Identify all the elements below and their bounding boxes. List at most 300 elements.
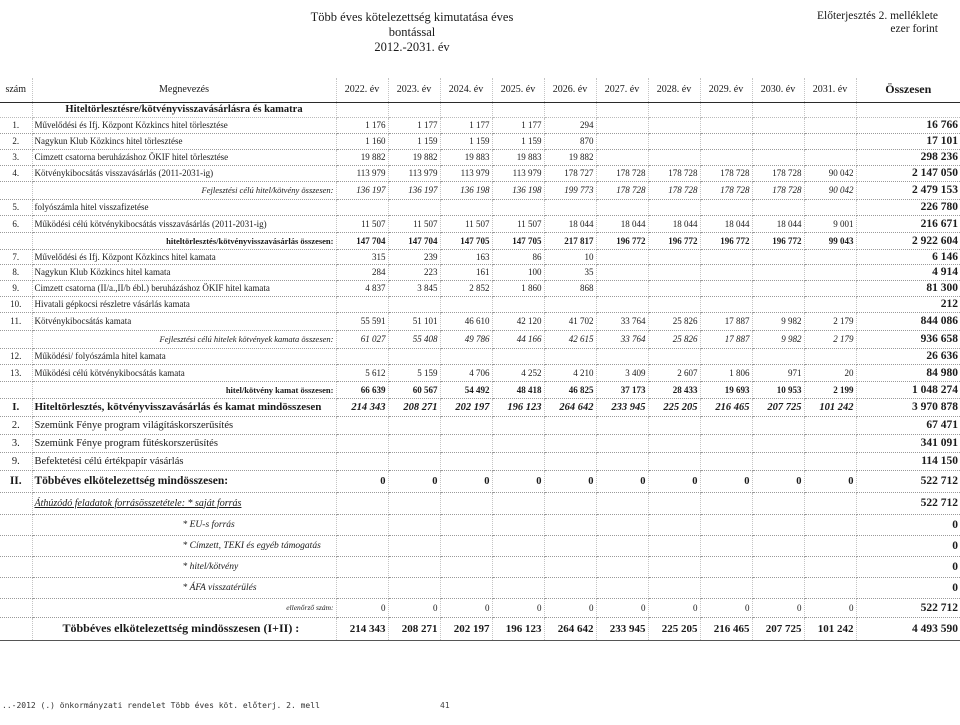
year-value-cell	[492, 577, 544, 598]
year-value-cell	[648, 280, 700, 296]
year-value-cell: 66 639	[336, 381, 388, 398]
year-value-cell: 37 173	[596, 381, 648, 398]
year-value-cell: 42 120	[492, 312, 544, 330]
year-value-cell: 44 166	[492, 330, 544, 348]
year-value-cell: 136 197	[336, 181, 388, 199]
year-value-cell: 1 177	[440, 117, 492, 133]
row-label: Nagykun Klub Közkincs hitel kamata	[32, 264, 336, 280]
year-value-cell: 1 159	[388, 133, 440, 149]
year-value-cell	[804, 117, 856, 133]
year-value-cell	[596, 348, 648, 364]
year-value-cell	[804, 556, 856, 577]
commitment-table	[0, 78, 960, 641]
row-index: 1.	[0, 117, 32, 133]
year-value-cell	[388, 535, 440, 556]
year-value-cell	[440, 296, 492, 312]
year-value-cell: 178 728	[752, 181, 804, 199]
table-row	[0, 296, 960, 312]
year-value-cell: 46 825	[544, 381, 596, 398]
year-value-cell: 60 567	[388, 381, 440, 398]
year-value-cell: 214 343	[336, 617, 388, 640]
title-line: 2012.-2031. év	[374, 40, 450, 54]
year-value-cell: 233 945	[596, 398, 648, 416]
year-value-cell	[596, 434, 648, 452]
year-value-cell: 86	[492, 249, 544, 264]
year-value-cell: 55 408	[388, 330, 440, 348]
row-label: Nagykun Klub Közkincs hitel törlesztése	[32, 133, 336, 149]
row-total-cell: 522 712	[856, 470, 960, 492]
column-header: 2029. év	[700, 78, 752, 102]
table-row	[0, 470, 960, 492]
year-value-cell: 971	[752, 364, 804, 381]
year-value-cell: 11 507	[440, 215, 492, 232]
year-value-cell: 113 979	[492, 165, 544, 181]
year-value-cell	[336, 535, 388, 556]
year-value-cell	[544, 514, 596, 535]
year-value-cell: 294	[544, 117, 596, 133]
table-row	[0, 416, 960, 434]
year-value-cell	[492, 535, 544, 556]
year-value-cell	[596, 264, 648, 280]
table-row	[0, 117, 960, 133]
year-value-cell: 113 979	[388, 165, 440, 181]
table-row	[0, 398, 960, 416]
row-label: Hivatali gépkocsi részletre vásárlás kamata	[32, 296, 336, 312]
table-row	[0, 348, 960, 364]
year-value-cell: 0	[648, 470, 700, 492]
year-value-cell: 2 179	[804, 312, 856, 330]
column-header: 2030. év	[752, 78, 804, 102]
year-value-cell	[492, 102, 544, 117]
footer-file-reference: ..-2012 (.) önkormányzati rendelet Több éves köt. előterj. 2. mell	[2, 701, 320, 710]
year-value-cell	[388, 514, 440, 535]
year-value-cell: 147 705	[492, 232, 544, 249]
year-value-cell: 0	[752, 470, 804, 492]
row-total-cell: 67 471	[856, 416, 960, 434]
year-value-cell: 868	[544, 280, 596, 296]
year-value-cell	[648, 296, 700, 312]
year-value-cell: 17 887	[700, 312, 752, 330]
row-total-cell: 522 712	[856, 492, 960, 514]
column-header: 2026. év	[544, 78, 596, 102]
row-label: Művelődési és Ifj. Központ Közkincs hitel törlesztése	[32, 117, 336, 133]
year-value-cell	[804, 434, 856, 452]
table-row	[0, 102, 960, 117]
row-index	[0, 181, 32, 199]
year-value-cell	[804, 452, 856, 470]
row-label: Többéves elkötelezettség mindösszesen (I+II) :	[32, 617, 336, 640]
year-value-cell: 1 177	[492, 117, 544, 133]
year-value-cell: 223	[388, 264, 440, 280]
row-total-cell: 2 147 050	[856, 165, 960, 181]
year-value-cell: 196 123	[492, 617, 544, 640]
year-value-cell: 99 043	[804, 232, 856, 249]
year-value-cell: 11 507	[336, 215, 388, 232]
column-header: 2027. év	[596, 78, 648, 102]
table-row	[0, 199, 960, 215]
year-value-cell	[700, 117, 752, 133]
year-value-cell	[440, 102, 492, 117]
row-index: 2.	[0, 133, 32, 149]
column-header: Megnevezés	[32, 78, 336, 102]
row-label: * Címzett, TEKI és egyéb támogatás	[32, 535, 336, 556]
row-total-cell: 522 712	[856, 598, 960, 617]
year-value-cell	[596, 117, 648, 133]
year-value-cell: 199 773	[544, 181, 596, 199]
year-value-cell	[492, 348, 544, 364]
year-value-cell: 46 610	[440, 312, 492, 330]
table-row	[0, 577, 960, 598]
year-value-cell	[440, 434, 492, 452]
annex-reference: Előterjesztés 2. melléklete	[816, 10, 938, 22]
table-row	[0, 249, 960, 264]
year-value-cell: 178 728	[752, 165, 804, 181]
row-total-cell: 212	[856, 296, 960, 312]
table-row	[0, 312, 960, 330]
year-value-cell	[544, 452, 596, 470]
year-value-cell	[596, 149, 648, 165]
table-row	[0, 133, 960, 149]
year-value-cell: 5 159	[388, 364, 440, 381]
year-value-cell: 0	[700, 598, 752, 617]
row-label: Kötvénykibocsátás kamata	[32, 312, 336, 330]
year-value-cell: 2 179	[804, 330, 856, 348]
row-index: 2.	[0, 416, 32, 434]
year-value-cell: 9 982	[752, 330, 804, 348]
row-label: Kötvénykibocsátás visszavásárlás (2011-2031-ig)	[32, 165, 336, 181]
year-value-cell	[804, 514, 856, 535]
column-header: 2023. év	[388, 78, 440, 102]
table-row	[0, 514, 960, 535]
year-value-cell: 207 725	[752, 617, 804, 640]
year-value-cell: 214 343	[336, 398, 388, 416]
row-total-cell: 81 300	[856, 280, 960, 296]
year-value-cell: 28 433	[648, 381, 700, 398]
year-value-cell	[804, 348, 856, 364]
year-value-cell	[648, 416, 700, 434]
year-value-cell: 196 123	[492, 398, 544, 416]
column-header: 2031. év	[804, 78, 856, 102]
year-value-cell: 1 806	[700, 364, 752, 381]
row-index	[0, 535, 32, 556]
year-value-cell	[440, 416, 492, 434]
year-value-cell: 208 271	[388, 398, 440, 416]
year-value-cell: 163	[440, 249, 492, 264]
year-value-cell	[700, 434, 752, 452]
year-value-cell	[336, 556, 388, 577]
year-value-cell: 178 727	[544, 165, 596, 181]
year-value-cell: 0	[596, 598, 648, 617]
year-value-cell: 0	[804, 470, 856, 492]
year-value-cell	[700, 416, 752, 434]
year-value-cell: 1 160	[336, 133, 388, 149]
year-value-cell	[648, 452, 700, 470]
year-value-cell	[388, 102, 440, 117]
year-value-cell	[492, 452, 544, 470]
row-index: 5.	[0, 199, 32, 215]
year-value-cell	[440, 556, 492, 577]
year-value-cell: 11 507	[388, 215, 440, 232]
year-value-cell	[596, 416, 648, 434]
year-value-cell	[388, 296, 440, 312]
year-value-cell	[544, 348, 596, 364]
row-label: hitel/kötvény kamat összesen:	[32, 381, 336, 398]
row-total-cell: 17 101	[856, 133, 960, 149]
year-value-cell	[804, 577, 856, 598]
column-header: 2022. év	[336, 78, 388, 102]
row-index: 10.	[0, 296, 32, 312]
year-value-cell	[752, 199, 804, 215]
unit-label: ezer forint	[890, 23, 938, 35]
table-row	[0, 381, 960, 398]
year-value-cell	[440, 199, 492, 215]
year-value-cell: 216 465	[700, 617, 752, 640]
year-value-cell	[648, 492, 700, 514]
year-value-cell	[700, 296, 752, 312]
year-value-cell	[336, 452, 388, 470]
year-value-cell: 18 044	[544, 215, 596, 232]
year-value-cell	[596, 492, 648, 514]
year-value-cell	[336, 199, 388, 215]
column-header: 2028. év	[648, 78, 700, 102]
year-value-cell: 178 728	[700, 181, 752, 199]
year-value-cell	[648, 117, 700, 133]
year-value-cell: 178 728	[648, 165, 700, 181]
year-value-cell	[700, 249, 752, 264]
year-value-cell: 1 159	[440, 133, 492, 149]
table-row	[0, 556, 960, 577]
document-title	[232, 10, 592, 55]
year-value-cell: 9 982	[752, 312, 804, 330]
row-label: Szemünk Fénye program fűtéskorszerűsítés	[32, 434, 336, 452]
year-value-cell: 0	[492, 598, 544, 617]
row-label: Cimzett csatorna beruházáshoz ÖKIF hitel törlesztése	[32, 149, 336, 165]
year-value-cell	[544, 556, 596, 577]
year-value-cell	[544, 492, 596, 514]
year-value-cell: 0	[700, 470, 752, 492]
year-value-cell	[596, 249, 648, 264]
table-row	[0, 535, 960, 556]
row-total-cell: 216 671	[856, 215, 960, 232]
year-value-cell	[752, 514, 804, 535]
row-label: Befektetési célú értékpapír vásárlás	[32, 452, 336, 470]
table-row	[0, 452, 960, 470]
row-index: 8.	[0, 264, 32, 280]
year-value-cell	[492, 434, 544, 452]
row-index: 6.	[0, 215, 32, 232]
year-value-cell	[804, 492, 856, 514]
row-index	[0, 556, 32, 577]
year-value-cell: 1 860	[492, 280, 544, 296]
year-value-cell	[336, 348, 388, 364]
year-value-cell	[648, 535, 700, 556]
column-header: Összesen	[856, 78, 960, 102]
year-value-cell: 178 728	[596, 165, 648, 181]
row-index	[0, 514, 32, 535]
year-value-cell	[492, 296, 544, 312]
year-value-cell	[752, 348, 804, 364]
year-value-cell	[648, 133, 700, 149]
row-label: Szemünk Fénye program világításkorszerűsítés	[32, 416, 336, 434]
year-value-cell	[752, 280, 804, 296]
row-label: Fejlesztési célú hitel/kötvény összesen:	[32, 181, 336, 199]
year-value-cell	[804, 535, 856, 556]
year-value-cell	[804, 264, 856, 280]
year-value-cell	[700, 556, 752, 577]
year-value-cell: 0	[544, 598, 596, 617]
year-value-cell: 42 615	[544, 330, 596, 348]
year-value-cell	[596, 102, 648, 117]
row-label: Hiteltörlesztésre/kötvényvisszavásárlásra és kamatra	[32, 102, 336, 117]
year-value-cell	[700, 133, 752, 149]
year-value-cell	[700, 452, 752, 470]
table-row	[0, 364, 960, 381]
year-value-cell: 161	[440, 264, 492, 280]
row-label: * ÁFA visszatérülés	[32, 577, 336, 598]
year-value-cell	[336, 514, 388, 535]
year-value-cell: 202 197	[440, 398, 492, 416]
table-row	[0, 264, 960, 280]
year-value-cell: 208 271	[388, 617, 440, 640]
year-value-cell: 41 702	[544, 312, 596, 330]
year-value-cell	[648, 249, 700, 264]
year-value-cell	[440, 348, 492, 364]
year-value-cell	[700, 492, 752, 514]
year-value-cell	[492, 416, 544, 434]
row-label: Hiteltörlesztés, kötvényvisszavásárlás és kamat mindösszesen	[32, 398, 336, 416]
year-value-cell: 4 706	[440, 364, 492, 381]
year-value-cell	[700, 514, 752, 535]
row-total-cell: 3 970 878	[856, 398, 960, 416]
row-index: 7.	[0, 249, 32, 264]
column-header: szám	[0, 78, 32, 102]
year-value-cell	[544, 577, 596, 598]
year-value-cell: 49 786	[440, 330, 492, 348]
year-value-cell	[804, 249, 856, 264]
year-value-cell: 284	[336, 264, 388, 280]
year-value-cell	[752, 535, 804, 556]
year-value-cell: 264 642	[544, 398, 596, 416]
year-value-cell	[336, 416, 388, 434]
year-value-cell	[700, 149, 752, 165]
year-value-cell: 2 607	[648, 364, 700, 381]
row-index	[0, 617, 32, 640]
row-total-cell: 226 780	[856, 199, 960, 215]
year-value-cell: 0	[492, 470, 544, 492]
year-value-cell: 0	[752, 598, 804, 617]
year-value-cell	[388, 199, 440, 215]
year-value-cell	[804, 280, 856, 296]
row-index	[0, 381, 32, 398]
year-value-cell: 19 882	[336, 149, 388, 165]
year-value-cell	[752, 296, 804, 312]
title-line: bontással	[388, 25, 436, 39]
year-value-cell: 870	[544, 133, 596, 149]
row-index: 9.	[0, 452, 32, 470]
year-value-cell: 55 591	[336, 312, 388, 330]
year-value-cell: 101 242	[804, 398, 856, 416]
year-value-cell: 48 418	[492, 381, 544, 398]
row-label: Működési célú kötvénykibocsátás visszavásárlás (2011-2031-ig)	[32, 215, 336, 232]
row-total-cell: 0	[856, 577, 960, 598]
year-value-cell: 1 177	[388, 117, 440, 133]
year-value-cell: 147 704	[336, 232, 388, 249]
year-value-cell	[700, 577, 752, 598]
table-row	[0, 434, 960, 452]
year-value-cell	[388, 556, 440, 577]
year-value-cell: 19 882	[544, 149, 596, 165]
year-value-cell: 196 772	[648, 232, 700, 249]
table-row	[0, 165, 960, 181]
year-value-cell	[596, 514, 648, 535]
year-value-cell	[752, 133, 804, 149]
year-value-cell: 0	[388, 470, 440, 492]
row-total-cell: 4 493 590	[856, 617, 960, 640]
year-value-cell: 3 409	[596, 364, 648, 381]
year-value-cell	[752, 416, 804, 434]
year-value-cell	[804, 102, 856, 117]
year-value-cell	[752, 492, 804, 514]
title-line: Több éves kötelezettség kimutatása éves	[310, 10, 514, 24]
year-value-cell: 18 044	[752, 215, 804, 232]
year-value-cell: 0	[440, 470, 492, 492]
year-value-cell	[440, 535, 492, 556]
year-value-cell	[492, 556, 544, 577]
year-value-cell: 35	[544, 264, 596, 280]
year-value-cell	[440, 492, 492, 514]
year-value-cell: 4 837	[336, 280, 388, 296]
year-value-cell: 225 205	[648, 617, 700, 640]
annex-note	[817, 10, 938, 36]
table-row	[0, 280, 960, 296]
year-value-cell	[752, 264, 804, 280]
year-value-cell	[752, 452, 804, 470]
year-value-cell	[648, 264, 700, 280]
row-index: 11.	[0, 312, 32, 330]
table-row	[0, 215, 960, 232]
row-total-cell: 16 766	[856, 117, 960, 133]
year-value-cell	[388, 434, 440, 452]
row-index	[0, 577, 32, 598]
table-row	[0, 149, 960, 165]
year-value-cell	[388, 492, 440, 514]
row-label: Művelődési és Ifj. Központ Közkincs hitel kamata	[32, 249, 336, 264]
year-value-cell	[544, 199, 596, 215]
year-value-cell	[596, 199, 648, 215]
year-value-cell	[648, 149, 700, 165]
column-header: 2025. év	[492, 78, 544, 102]
year-value-cell: 0	[440, 598, 492, 617]
row-total-cell: 114 150	[856, 452, 960, 470]
year-value-cell	[752, 249, 804, 264]
year-value-cell: 20	[804, 364, 856, 381]
year-value-cell: 10	[544, 249, 596, 264]
year-value-cell	[700, 102, 752, 117]
year-value-cell: 225 205	[648, 398, 700, 416]
year-value-cell	[648, 348, 700, 364]
year-value-cell: 217 817	[544, 232, 596, 249]
year-value-cell	[544, 296, 596, 312]
year-value-cell	[752, 577, 804, 598]
row-index	[0, 232, 32, 249]
year-value-cell	[804, 199, 856, 215]
row-label: Működési/ folyószámla hitel kamata	[32, 348, 336, 364]
table-header-row	[0, 78, 960, 102]
row-label: Áthúzódó feladatok forrásösszetétele: * saját forrás	[32, 492, 336, 514]
table-row	[0, 598, 960, 617]
year-value-cell: 19 883	[492, 149, 544, 165]
table-row	[0, 492, 960, 514]
